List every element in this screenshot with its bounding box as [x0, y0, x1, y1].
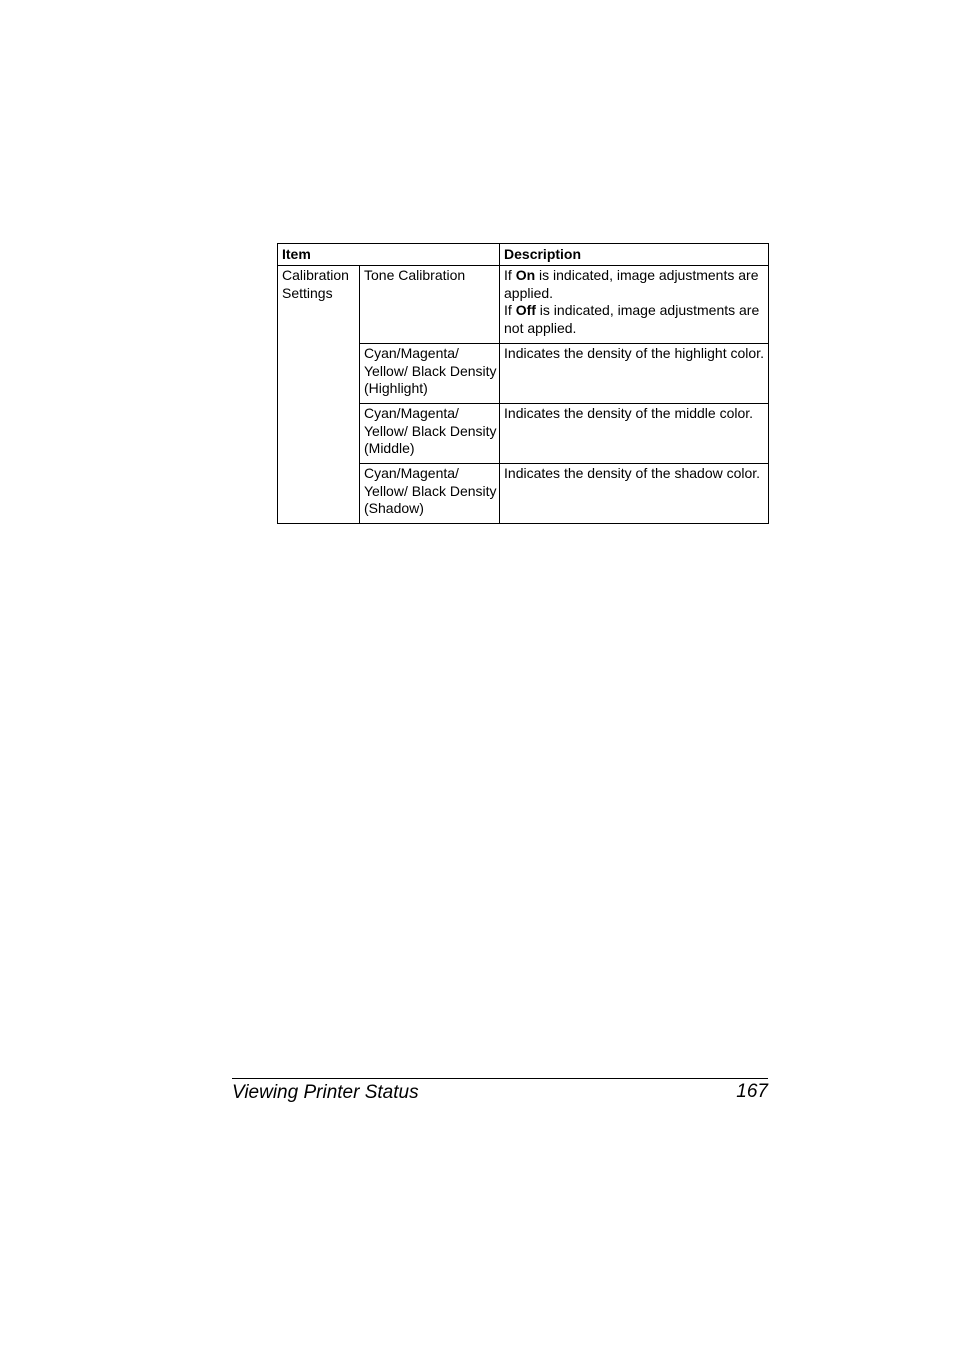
column-header-description: Description [500, 244, 769, 266]
table-row [278, 266, 769, 344]
description-text: If [504, 302, 516, 319]
footer-divider [232, 1078, 768, 1079]
item-cell-density-shadow: Cyan/Magenta/ Yellow/ Black Density (Shadow) [360, 464, 500, 524]
on-keyword: On [515, 267, 536, 283]
description-text: is indicated, image adjustments are not applied. [504, 302, 760, 336]
description-cell-density-highlight: Indicates the density of the highlight color. [500, 344, 769, 404]
off-keyword: Off [515, 302, 536, 319]
description-line-on [504, 267, 766, 302]
description-cell-density-shadow: Indicates the density of the shadow color. [500, 464, 769, 524]
calibration-settings-table [277, 243, 769, 524]
table-header-row [278, 244, 769, 266]
footer-section-title: Viewing Printer Status [232, 1082, 419, 1103]
description-cell-density-middle: Indicates the density of the middle color. [500, 404, 769, 464]
column-header-item: Item [278, 244, 500, 266]
description-cell-tone-calibration [500, 266, 769, 344]
page-number: 167 [736, 1081, 768, 1102]
description-text: If [504, 267, 516, 283]
item-cell-tone-calibration: Tone Calibration [360, 266, 500, 344]
description-line-off [504, 302, 766, 337]
description-text: is indicated, image adjustments are applied. [504, 267, 759, 301]
group-label-calibration-settings: Calibration Settings [278, 266, 360, 524]
item-cell-density-highlight: Cyan/Magenta/ Yellow/ Black Density (Highlight) [360, 344, 500, 404]
item-cell-density-middle: Cyan/Magenta/ Yellow/ Black Density (Middle) [360, 404, 500, 464]
